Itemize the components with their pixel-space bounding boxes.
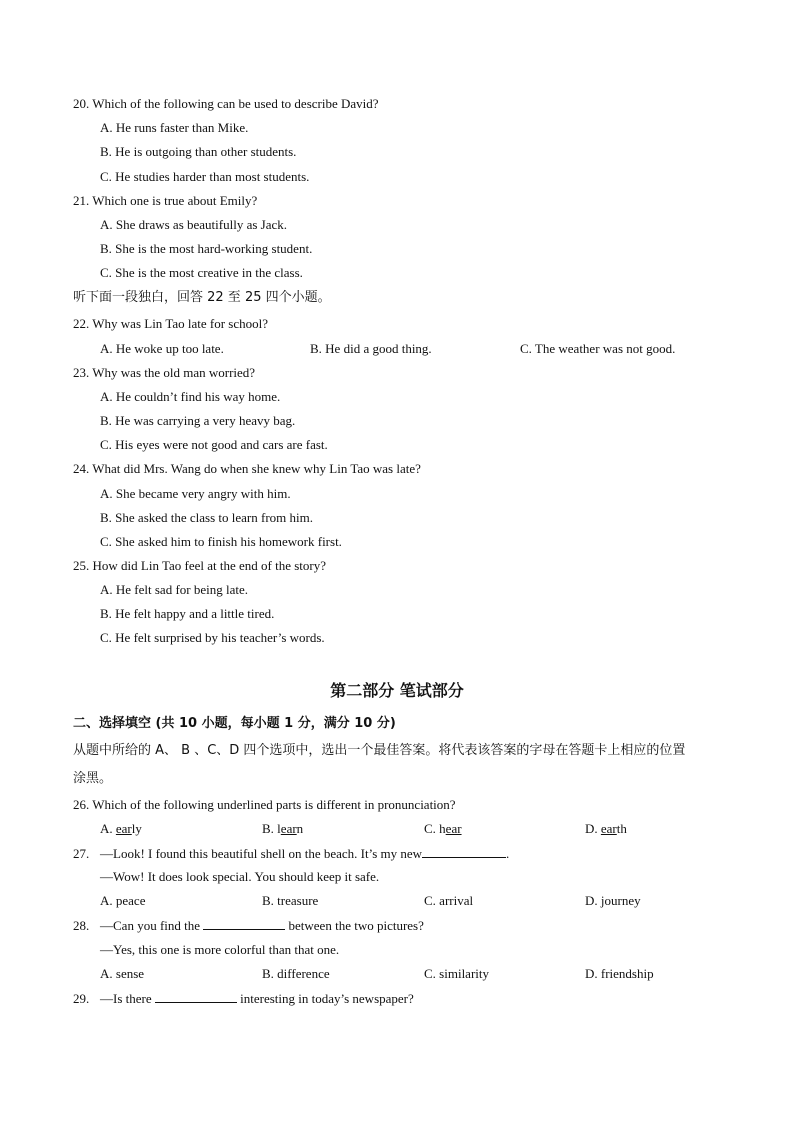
question-26-option-a <box>100 821 142 837</box>
question-28-option-b: B. difference <box>262 966 330 981</box>
question-27-option-b: B. treasure <box>262 893 319 908</box>
section-heading: 二、选择填空 (共 10 小题，每小题 1 分，满分 10 分) <box>73 716 396 731</box>
word-rest: n <box>296 821 304 836</box>
question-23-option-a: A. He couldn’t find his way home. <box>100 389 281 404</box>
answer-blank <box>422 845 506 858</box>
underlined-part: ear <box>280 821 297 836</box>
question-22-option-b: B. He did a good thing. <box>310 341 432 356</box>
question-20-option-b: B. He is outgoing than other students. <box>100 144 297 159</box>
dialogue-text: interesting in today’s newspaper? <box>240 991 414 1006</box>
question-28-line-1 <box>73 917 424 934</box>
punctuation: . <box>506 846 510 861</box>
question-26: 26. Which of the following underlined parts is different in pronunciation? <box>73 797 456 812</box>
question-22-option-c: C. The weather was not good. <box>520 341 676 356</box>
answer-blank <box>203 917 285 930</box>
underlined-part: ear <box>445 821 462 836</box>
question-21-option-b: B. She is the most hard-working student. <box>100 241 313 256</box>
question-27-option-d: D. journey <box>585 893 641 908</box>
question-25-option-c: C. He felt surprised by his teacher’s words. <box>100 630 325 645</box>
question-28-line-2: —Yes, this one is more colorful than that one. <box>100 942 340 957</box>
question-24-option-b: B. She asked the class to learn from him. <box>100 510 314 525</box>
question-25: 25. How did Lin Tao feel at the end of the story? <box>73 558 327 573</box>
part-title: 第二部分 笔试部分 <box>330 681 464 700</box>
word-start: h <box>439 821 446 836</box>
word-rest: ly <box>131 821 142 836</box>
question-23: 23. Why was the old man worried? <box>73 365 256 380</box>
listening-instruction-22-25: 听下面一段独白，回答 22 至 25 四个小题。 <box>73 290 331 305</box>
question-21-option-a: A. She draws as beautifully as Jack. <box>100 217 288 232</box>
question-25-option-b: B. He felt happy and a little tired. <box>100 606 275 621</box>
question-20-option-a: A. He runs faster than Mike. <box>100 120 249 135</box>
word-rest: th <box>616 821 627 836</box>
question-29-line-1 <box>73 990 414 1007</box>
option-letter: A. <box>100 821 116 836</box>
question-21-option-c: C. She is the most creative in the class. <box>100 265 303 280</box>
option-letter: C. <box>424 821 440 836</box>
question-27-option-c: C. arrival <box>424 893 474 908</box>
question-27-option-a: A. peace <box>100 893 146 908</box>
dialogue-text: between the two pictures? <box>288 918 424 933</box>
question-25-option-a: A. He felt sad for being late. <box>100 582 249 597</box>
question-20-option-c: C. He studies harder than most students. <box>100 169 310 184</box>
underlined-part: ear <box>115 821 132 836</box>
question-24: 24. What did Mrs. Wang do when she knew why Lin Tao was late? <box>73 461 421 476</box>
question-26-option-c <box>424 821 462 837</box>
dialogue-text: —Is there <box>100 991 152 1006</box>
question-21: 21. Which one is true about Emily? <box>73 193 258 208</box>
word-start: l <box>277 821 281 836</box>
question-27-line-2: —Wow! It does look special. You should keep it safe. <box>100 869 380 884</box>
question-20: 20. Which of the following can be used to describe David? <box>73 96 379 111</box>
question-number: 28. <box>73 918 90 933</box>
question-28-option-a: A. sense <box>100 966 145 981</box>
option-letter: B. <box>262 821 278 836</box>
question-28-option-c: C. similarity <box>424 966 489 981</box>
question-24-option-a: A. She became very angry with him. <box>100 486 291 501</box>
question-24-option-c: C. She asked him to finish his homework first. <box>100 534 342 549</box>
dialogue-text: —Can you find the <box>100 918 201 933</box>
option-letter: D. <box>585 821 601 836</box>
question-27-line-1 <box>73 845 509 862</box>
dialogue-text: —Look! I found this beautiful shell on the beach. It’s my new <box>100 846 423 861</box>
question-22: 22. Why was Lin Tao late for school? <box>73 316 269 331</box>
section-instruction-line-2: 涂黑。 <box>73 771 113 786</box>
underlined-part: ear <box>600 821 617 836</box>
question-23-option-b: B. He was carrying a very heavy bag. <box>100 413 296 428</box>
question-23-option-c: C. His eyes were not good and cars are fast. <box>100 437 328 452</box>
question-22-option-a: A. He woke up too late. <box>100 341 224 356</box>
question-28-option-d: D. friendship <box>585 966 654 981</box>
section-instruction-line-1: 从题中所给的 A、 B 、C、D 四个选项中，选出一个最佳答案。将代表该答案的字母在答题卡上相应的位置 <box>73 743 686 758</box>
answer-blank <box>155 990 237 1003</box>
question-number: 27. <box>73 846 90 861</box>
question-26-option-b <box>262 821 303 837</box>
question-number: 29. <box>73 991 90 1006</box>
question-26-option-d <box>585 821 627 837</box>
